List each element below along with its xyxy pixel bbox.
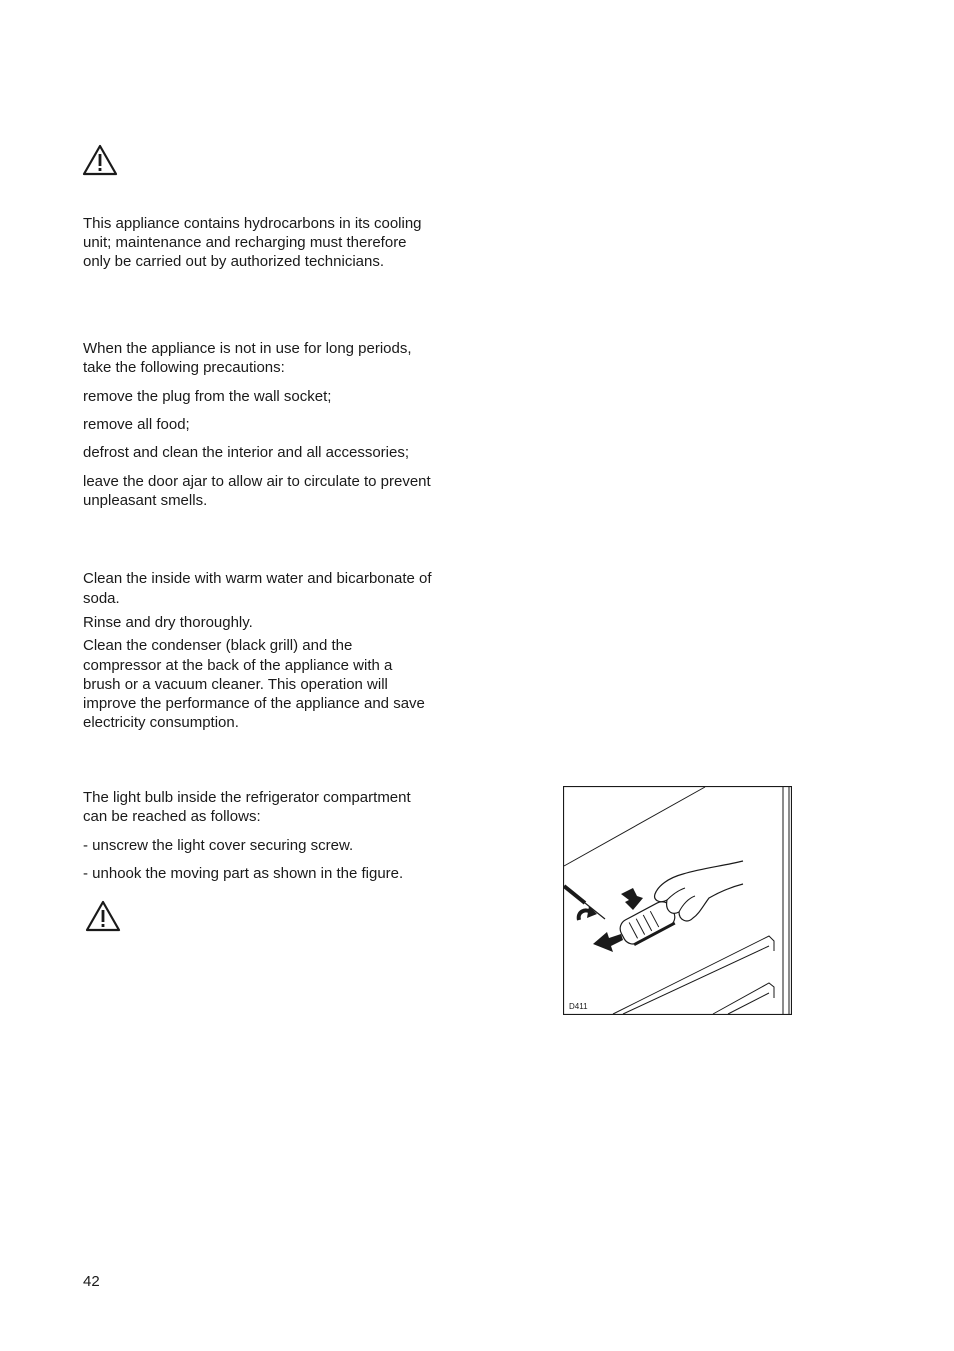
rinse-line: Rinse and dry thoroughly. xyxy=(83,614,253,631)
hydrocarbons-line-2: unit; maintenance and recharging must therefore xyxy=(83,234,407,251)
cleaning-line-1: Clean the inside with warm water and bicarbonate of xyxy=(83,570,432,587)
light-cover-removal-illustration xyxy=(563,786,792,1015)
cleaning-line-2: soda. xyxy=(83,590,120,607)
hydrocarbons-line-3: only be carried out by authorized technicians. xyxy=(83,253,385,270)
condenser-line-5: electricity consumption. xyxy=(83,714,239,731)
disuse-item-last-line-2: unpleasant smells. xyxy=(83,492,208,509)
disuse-item-last-line-1: leave the door ajar to allow air to circulate to prevent xyxy=(83,473,431,490)
disuse-intro-line-1: When the appliance is not in use for long periods, xyxy=(83,340,412,357)
disuse-item: remove all food; xyxy=(83,416,190,433)
light-step: - unscrew the light cover securing screw. xyxy=(83,837,354,854)
light-step: - unhook the moving part as shown in the figure. xyxy=(83,865,404,882)
condenser-line-4: improve the performance of the appliance and save xyxy=(83,695,425,712)
light-intro-line-1: The light bulb inside the refrigerator compartment xyxy=(83,789,411,806)
disuse-item: remove the plug from the wall socket; xyxy=(83,388,332,405)
page-number: 42 xyxy=(83,1273,100,1290)
condenser-line-2: compressor at the back of the appliance with a xyxy=(83,657,393,674)
warning-triangle-icon xyxy=(85,900,121,932)
light-intro-line-2: can be reached as follows: xyxy=(83,808,261,825)
figure-code: D411 xyxy=(569,1002,588,1011)
hydrocarbons-line-1: This appliance contains hydrocarbons in its cooling xyxy=(83,215,422,232)
warning-triangle-icon xyxy=(82,144,118,176)
disuse-intro-line-2: take the following precautions: xyxy=(83,359,285,376)
condenser-line-3: brush or a vacuum cleaner. This operation will xyxy=(83,676,388,693)
condenser-line-1: Clean the condenser (black grill) and the xyxy=(83,637,353,654)
disuse-item: defrost and clean the interior and all accessories; xyxy=(83,444,410,461)
